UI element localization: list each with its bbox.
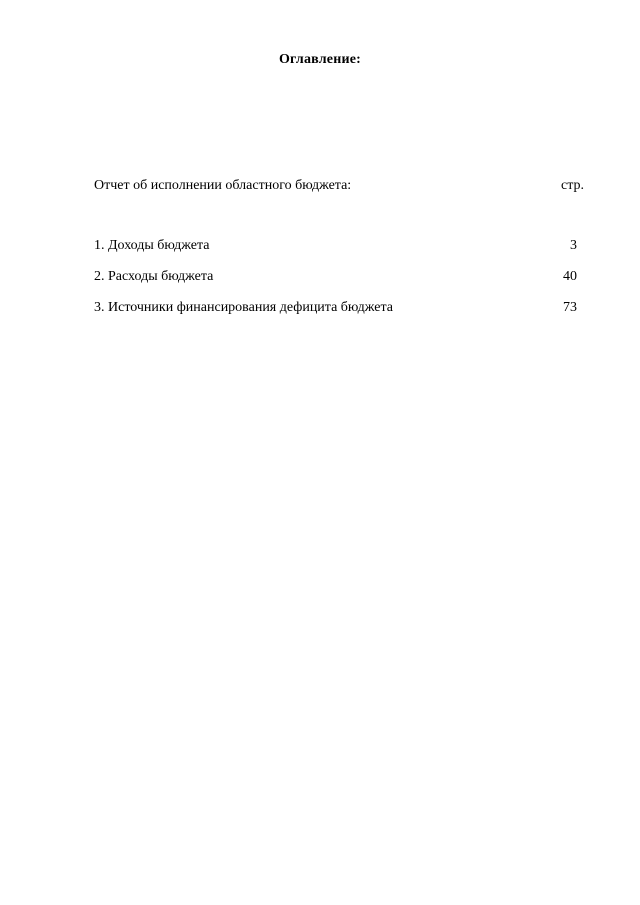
toc-item-page: 73 [563, 300, 577, 315]
toc-item-page: 40 [563, 269, 577, 284]
toc-item-label: 1. Доходы бюджета [94, 238, 210, 253]
toc-item-label: 2. Расходы бюджета [94, 269, 214, 284]
toc-item-label: 3. Источники финансирования дефицита бюджета [94, 300, 394, 315]
toc-item-expenses [94, 269, 588, 300]
report-title: Отчет об исполнении областного бюджета: [94, 178, 352, 193]
page-title: Оглавление: [278, 52, 362, 67]
toc-item-revenues [94, 238, 588, 269]
toc-list [94, 238, 588, 331]
toc-item-deficit-financing [94, 300, 588, 331]
toc-item-page: 3 [570, 238, 577, 253]
page-column-label: стр. [560, 178, 584, 193]
report-heading-row [94, 178, 588, 198]
